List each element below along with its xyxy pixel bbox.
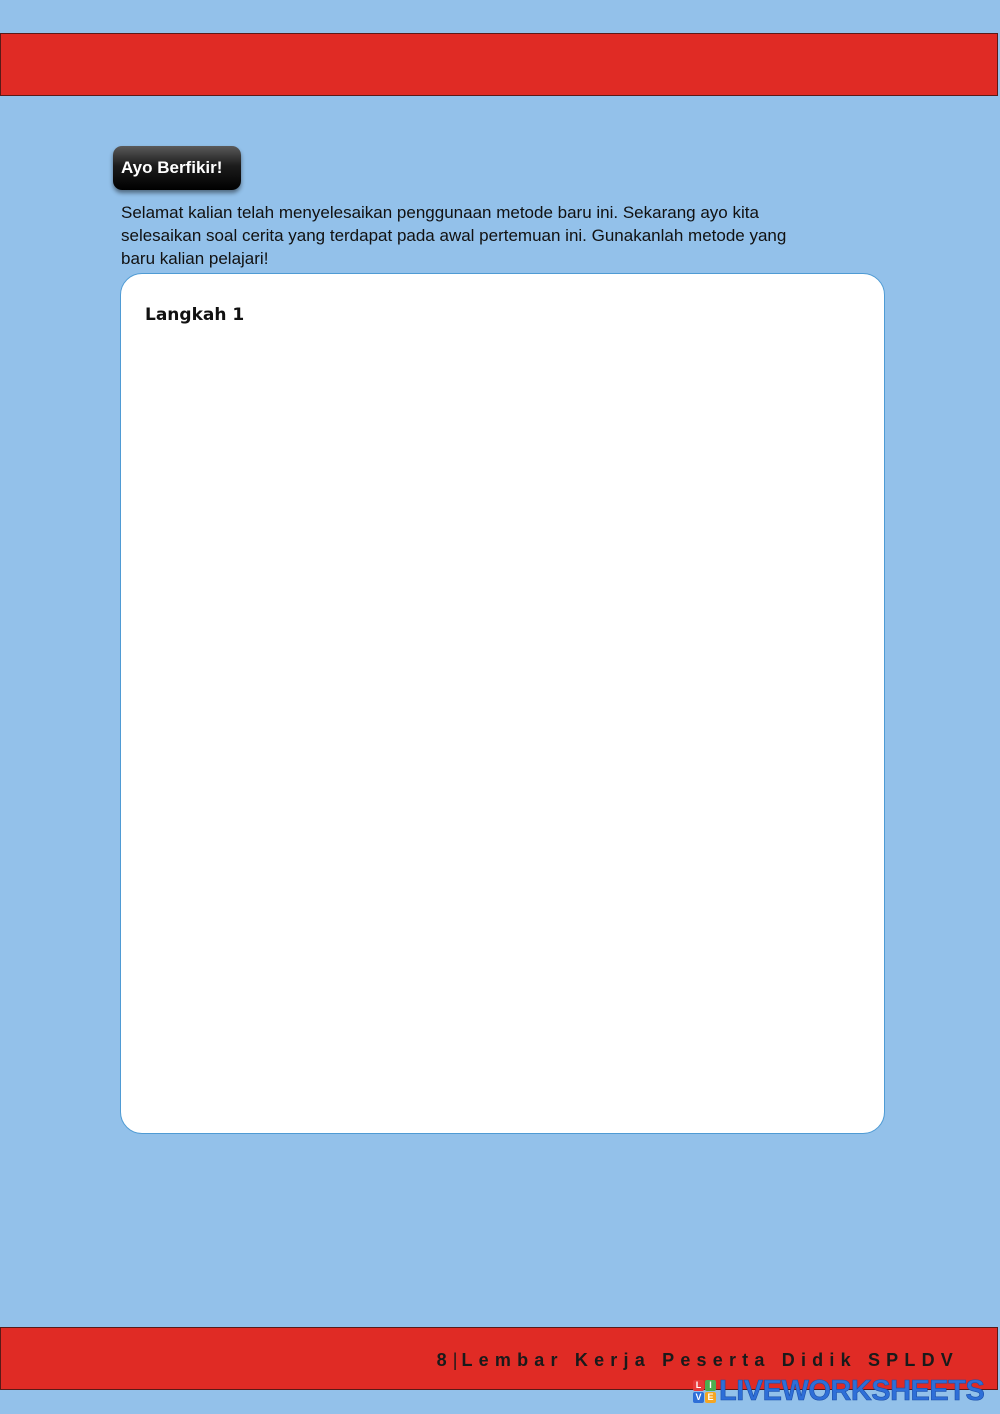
instruction-line: baru kalian pelajari! [121,249,269,268]
instruction-line: selesaikan soal cerita yang terdapat pada awal pertemuan ini. Gunakanlah metode yang [121,226,787,245]
instruction-text [121,201,881,270]
logo-tile: I [705,1380,716,1391]
header-bar [0,33,998,96]
step-label: Langkah 1 [145,305,245,325]
footer-text [437,1350,959,1371]
logo-wordmark: LIVEWORKSHEETS [719,1374,985,1407]
logo-tile: E [705,1392,716,1403]
footer-separator: | [452,1350,462,1370]
footer-title: Lembar Kerja Peserta Didik SPLDV [461,1350,959,1370]
liveworksheets-logo [693,1376,984,1406]
instruction-line: Selamat kalian telah menyelesaikan penggunaan metode baru ini. Sekarang ayo kita [121,203,759,222]
page-number: 8 [436,1350,453,1370]
answer-box[interactable] [120,273,885,1134]
logo-tile: V [693,1392,704,1403]
logo-tiles-icon [693,1380,716,1403]
answer-area[interactable] [143,344,862,1111]
logo-tile: L [693,1380,704,1391]
section-label-ayo-berfikir: Ayo Berfikir! [113,146,241,190]
